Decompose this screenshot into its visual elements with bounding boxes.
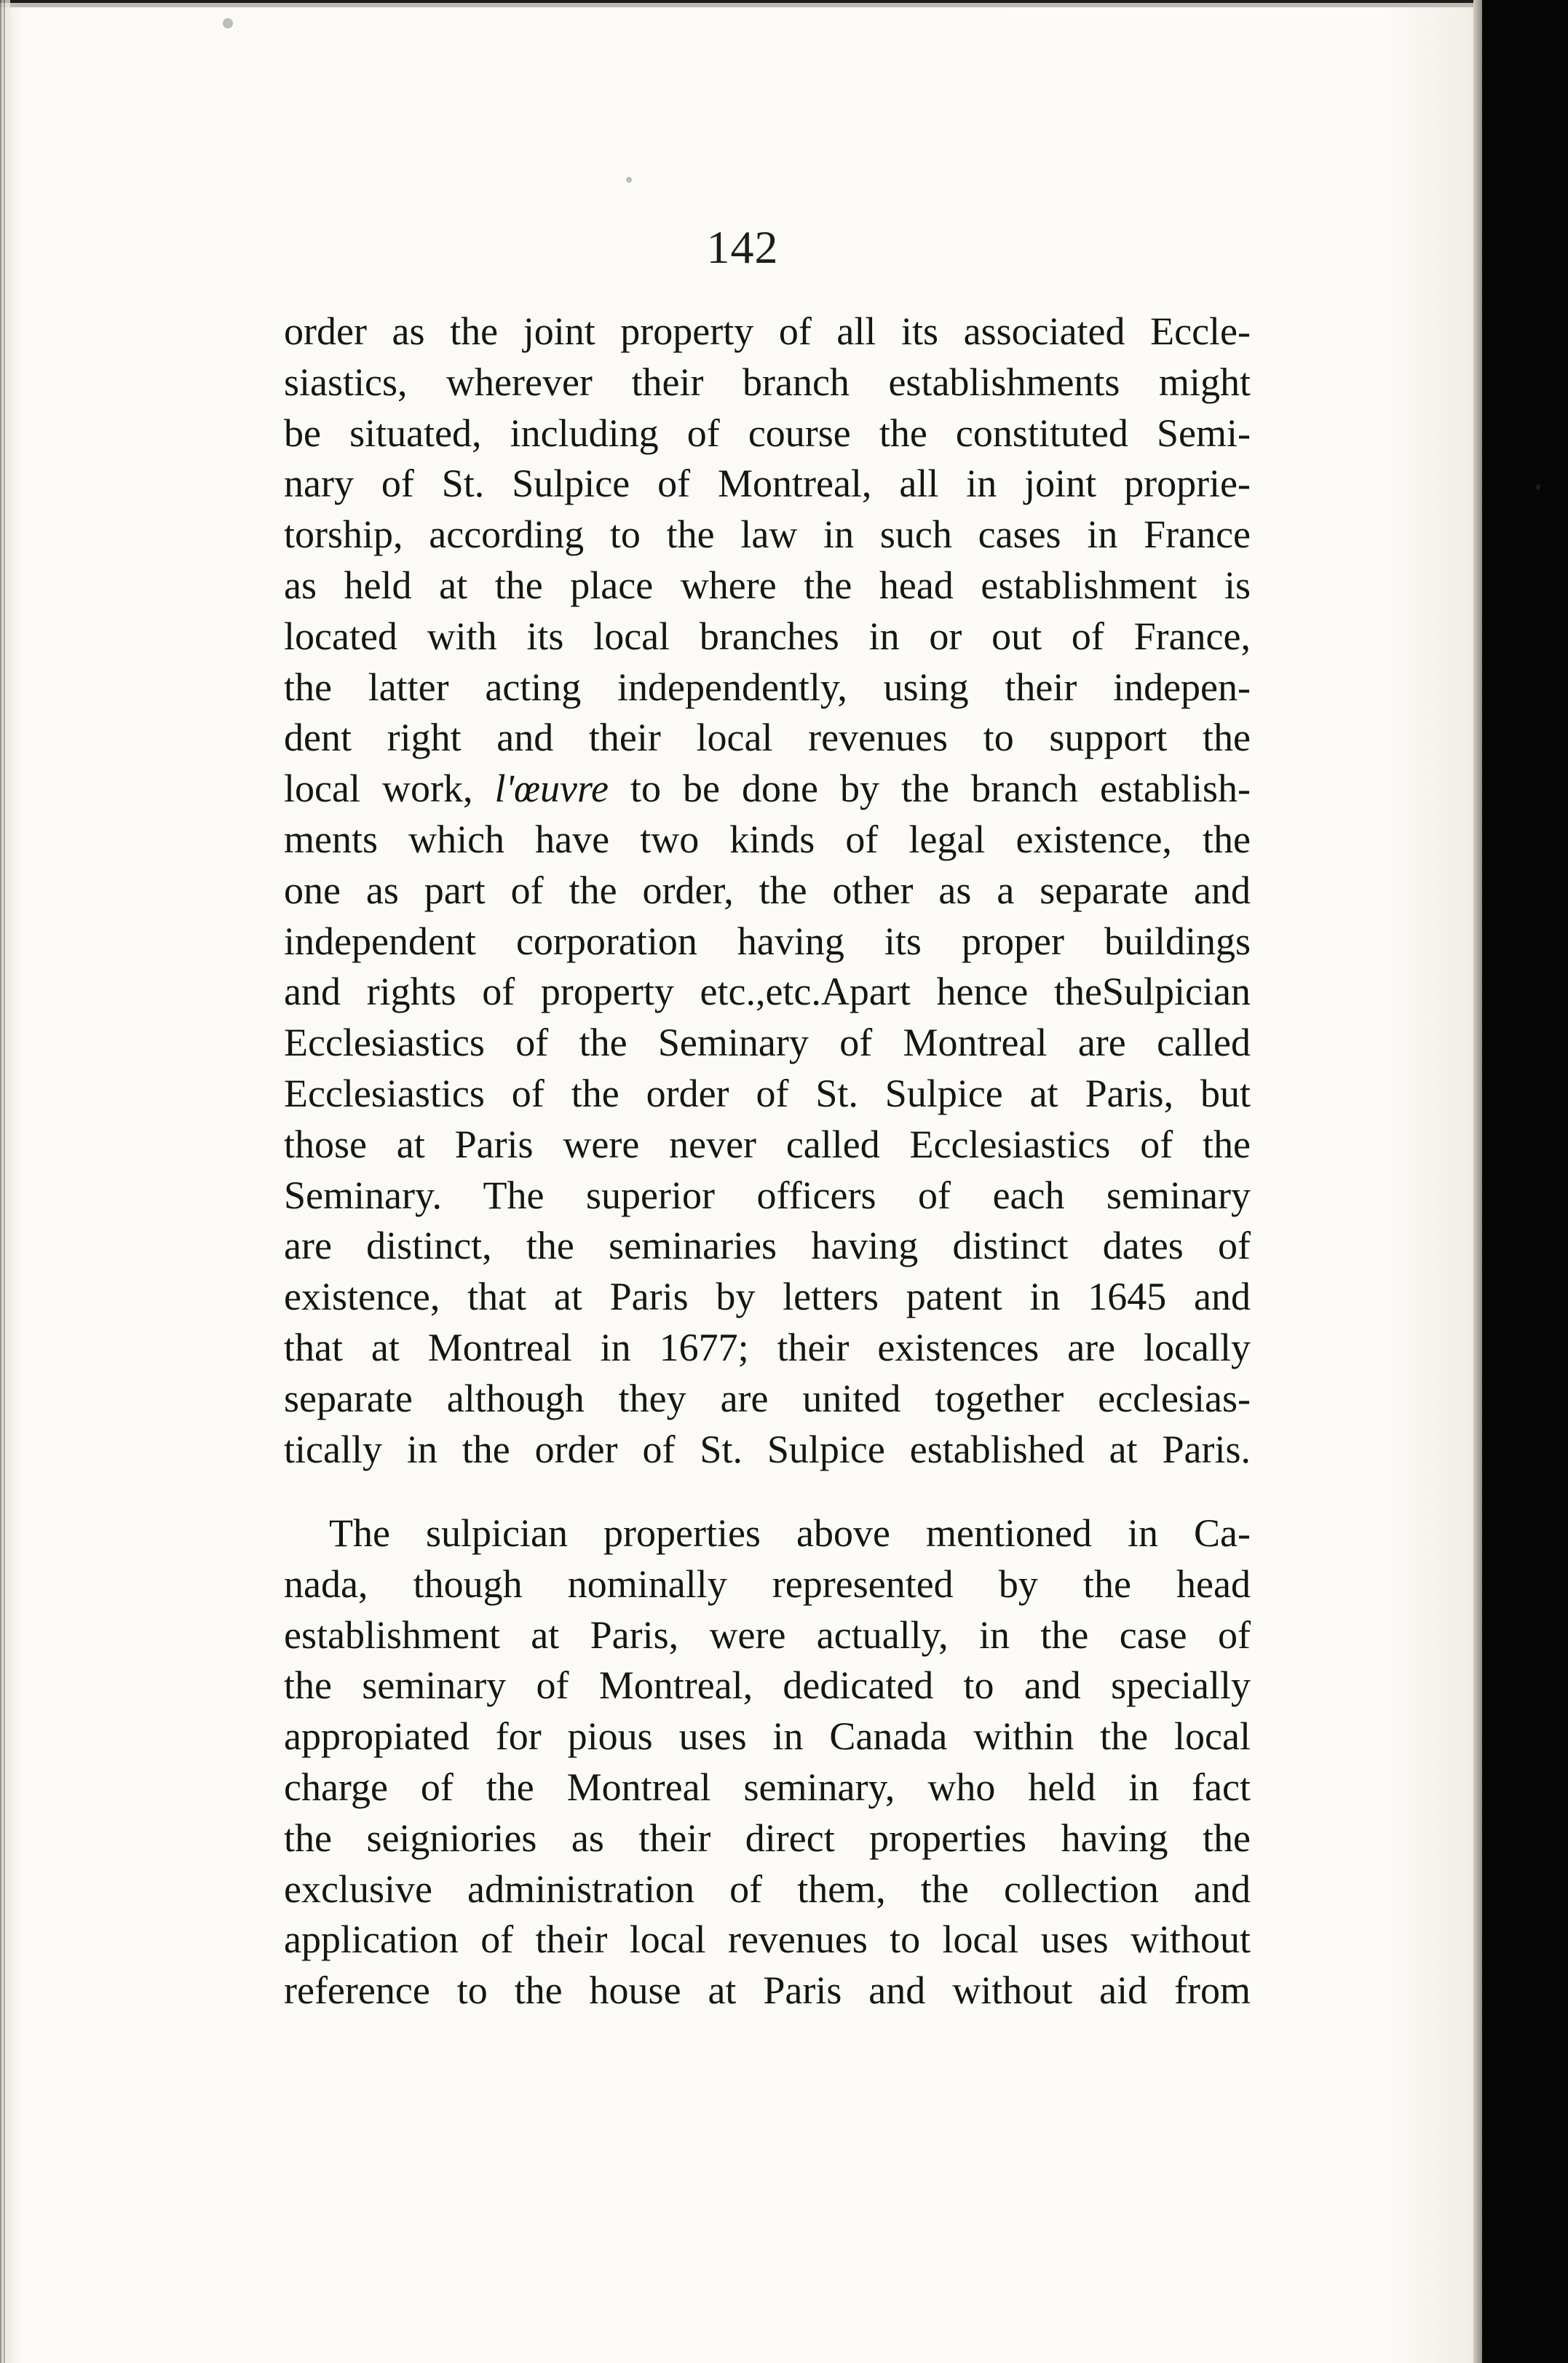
text-segment: to be done by the branch establish- — [609, 767, 1251, 811]
text-line: exclusive administration of them, the collection and — [284, 1867, 1251, 1911]
text-line: siastics, wherever their branch establishments might — [284, 360, 1251, 404]
text-line: Ecclesiastics of the Seminary of Montreal are called — [284, 1021, 1251, 1065]
text-line: the seigniories as their direct properties having the — [284, 1816, 1251, 1860]
text-segment: local work, — [284, 767, 495, 811]
text-line: tically in the order of St. Sulpice established at Paris. — [284, 1427, 1251, 1471]
scan-right-dark-border — [1482, 0, 1568, 2363]
main-paragraph-second — [284, 1508, 1251, 2016]
text-line: dent right and their local revenues to support the — [284, 716, 1251, 760]
scan-speck — [626, 177, 632, 183]
text-line: application of their local revenues to local uses without — [284, 1917, 1251, 1962]
text-line: Seminary. The superior officers of each seminary — [284, 1173, 1251, 1217]
text-line: and rights of property etc.,etc.Apart hence theSulpician — [284, 970, 1251, 1014]
scan-top-edge — [0, 0, 1485, 7]
text-line: ments which have two kinds of legal existence, the — [284, 817, 1251, 861]
text-line: reference to the house at Paris and without aid from — [284, 1968, 1251, 2013]
scan-left-binding-edge — [0, 0, 10, 2363]
text-line: torship, according to the law in such cases in France — [284, 512, 1251, 557]
text-line: the latter acting independently, using their indepen- — [284, 665, 1251, 709]
text-line: order as the joint property of all its associated Eccle- — [284, 309, 1251, 353]
text-line: as held at the place where the head establishment is — [284, 563, 1251, 607]
text-line: the seminary of Montreal, dedicated to and specially — [284, 1663, 1251, 1708]
page-number: 142 — [706, 221, 779, 273]
text-line: establishment at Paris, were actually, in the case of — [284, 1612, 1251, 1657]
text-line: be situated, including of course the constituted Semi- — [284, 411, 1251, 455]
text-line: charge of the Montreal seminary, who held in fact — [284, 1765, 1251, 1809]
scan-speck — [1536, 484, 1540, 490]
indented-text-line: The sulpician properties above mentioned in Ca- — [329, 1511, 1251, 1555]
text-line: existence, that at Paris by letters patent in 1645 and — [284, 1275, 1251, 1319]
text-line: separate although they are united together ecclesias- — [284, 1376, 1251, 1420]
text-line: nada, though nominally represented by the head — [284, 1562, 1251, 1606]
main-paragraph-first — [284, 306, 1251, 1475]
text-line-with-italic — [284, 764, 1251, 815]
text-line: located with its local branches in or out of France, — [284, 614, 1251, 658]
text-line: that at Montreal in 1677; their existences are locally — [284, 1325, 1251, 1369]
text-line: Ecclesiastics of the order of St. Sulpice at Paris, but — [284, 1071, 1251, 1115]
text-line: independent corporation having its proper buildings — [284, 919, 1251, 963]
scan-right-page-shadow — [1473, 0, 1482, 2363]
italic-term: l'œuvre — [494, 767, 609, 811]
scan-speck — [223, 18, 233, 28]
text-line: appropiated for pious uses in Canada within the local — [284, 1714, 1251, 1759]
text-line: those at Paris were never called Ecclesiastics of the — [284, 1122, 1251, 1166]
text-line: one as part of the order, the other as a separate and — [284, 868, 1251, 912]
text-line: nary of St. Sulpice of Montreal, all in joint proprie- — [284, 462, 1251, 506]
text-line: are distinct, the seminaries having distinct dates of — [284, 1224, 1251, 1268]
